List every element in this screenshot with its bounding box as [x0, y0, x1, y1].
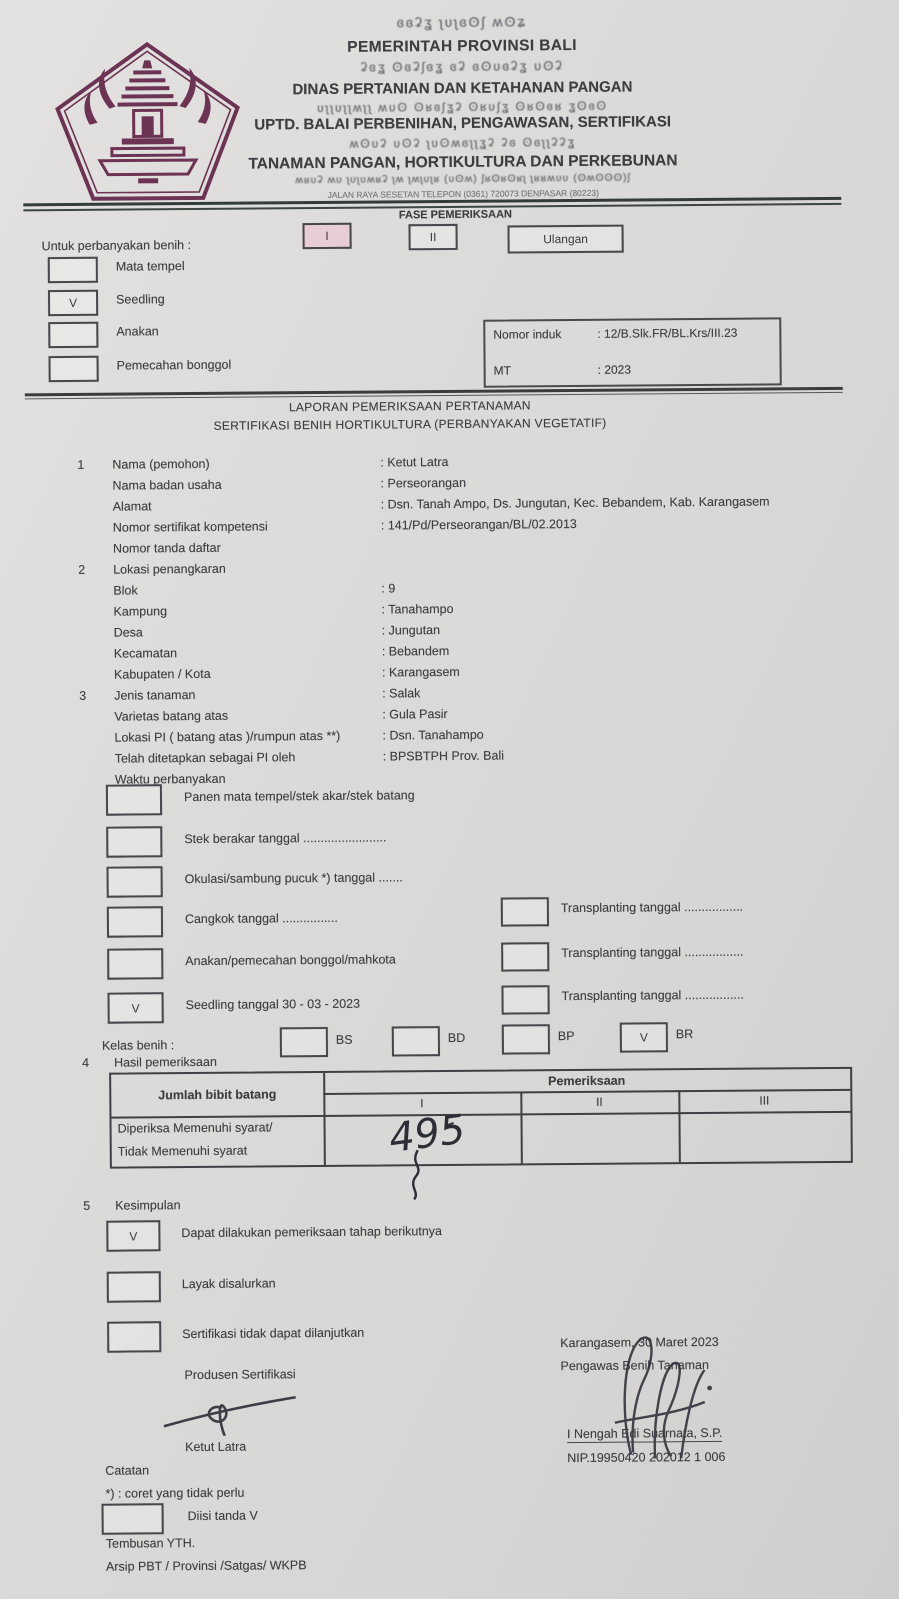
checkbox-layak-disalurkan: [107, 1271, 161, 1302]
table-group-header: Pemeriksaan: [548, 1073, 626, 1089]
benih-item-label: Anakan: [116, 324, 159, 339]
balinese-script-line: ʋʅʅʋʅʅʍʅʅ ʍʋʘ ʘʁɞʃʓʡ ʘʁʋʃʓ ʘʁʘɞʁ ʓʘɞʘ: [317, 98, 608, 116]
field-label: Blok: [113, 583, 138, 598]
checkbox-stek-berakar: [106, 826, 162, 857]
field-label: Waktu perbanyakan: [114, 771, 226, 787]
field-number: 3: [79, 688, 87, 703]
fase-2-label: II: [429, 230, 437, 245]
fase-ulangan-label: Ulangan: [543, 231, 588, 247]
checkbox-anakan: [48, 322, 98, 348]
balinese-script-line: ɞɞʡʓ ʅʋʅɞʘʃ ʍʘʑ: [396, 13, 528, 31]
field-number: 1: [77, 457, 85, 472]
field-value: : BPSBTPH Prov. Bali: [382, 748, 505, 764]
field-label: Lokasi PI ( batang atas )/rumpun atas **): [114, 728, 341, 745]
pengawas-role: Pengawas Benih Tanaman: [560, 1357, 710, 1374]
section-number: 4: [81, 1055, 90, 1070]
handwritten-count-495: [379, 1100, 490, 1201]
nomor-induk-box: [483, 317, 782, 387]
diisi-tanda-label: Diisi tanda V: [187, 1508, 258, 1524]
letterhead-agency: DINAS PERTANIAN DAN KETAHANAN PANGAN: [292, 78, 633, 99]
checkbox-cangkok: [107, 906, 163, 937]
table-row-label: Tidak Memenuhi syarat: [117, 1143, 248, 1159]
field-value: : Ketut Latra: [380, 455, 449, 470]
checkbox-pemecahan-bonggol: [49, 356, 99, 382]
checkbox-transplanting-1: [501, 897, 549, 926]
table-col-header-2: II: [595, 1094, 603, 1109]
field-number: 2: [78, 562, 86, 577]
letterhead-government: PEMERINTAH PROVINSI BALI: [347, 36, 578, 56]
field-label: Kecamatan: [113, 646, 178, 661]
benih-item-label: Pemecahan bonggol: [116, 357, 232, 373]
checkmark: V: [639, 1030, 648, 1045]
mt-value: : 2023: [597, 362, 632, 377]
benih-section-title: Untuk perbanyakan benih :: [41, 238, 192, 254]
checkbox-seedling: [48, 290, 98, 316]
field-label: Varietas batang atas: [114, 708, 229, 724]
report-title: LAPORAN PEMERIKSAAN PERTANAMAN: [288, 398, 531, 415]
checkbox-bd: [392, 1026, 440, 1056]
kelas-benih-label: Kelas benih :: [101, 1038, 175, 1053]
checkbox-okulasi: [107, 866, 163, 897]
checkbox-bs: [280, 1027, 328, 1057]
table-row-label: Diperiksa Memenuhi syarat/: [117, 1120, 273, 1136]
table-col-header-1: I: [420, 1096, 424, 1111]
transplanting-label: Transplanting tanggal .................: [560, 899, 744, 916]
hasil-title: Hasil pemeriksaan: [113, 1054, 217, 1070]
produsen-name: Ketut Latra: [185, 1439, 247, 1455]
fase-1-label: I: [325, 228, 329, 243]
letterhead: [142, 0, 782, 200]
checkbox-transplanting-2: [501, 942, 549, 971]
kesimpulan-title: Kesimpulan: [115, 1198, 181, 1213]
field-value: : Tanahampo: [381, 601, 454, 617]
field-value: : Salak: [382, 686, 421, 701]
field-label: Nomor tanda daftar: [112, 540, 221, 556]
mt-label: MT: [493, 363, 512, 378]
waktu-item-label: Okulasi/sambung pucuk *) tanggal .......: [184, 870, 403, 887]
pengawas-signature: [592, 1326, 728, 1465]
waktu-item-label: Panen mata tempel/stek akar/stek batang: [183, 788, 415, 805]
section-number: 5: [83, 1198, 91, 1213]
waktu-item-label: Stek berakar tanggal ........................: [184, 830, 387, 847]
letterhead-uptd: UPTD. BALAI PERBENIHAN, PENGAWASAN, SERTIFIKASI: [254, 113, 672, 134]
pengawas-nip: NIP.19950420 202012 1 006: [567, 1449, 726, 1466]
checkbox-anakan-pemecahan: [107, 948, 163, 979]
checkbox-fase-1: [302, 223, 351, 249]
field-value: : Dsn. Tanah Ampo, Ds. Jungutan, Kec. Bebandem, Kab. Karangasem: [380, 494, 770, 512]
table-col-header-3: III: [759, 1093, 770, 1108]
checkmark: V: [131, 1000, 140, 1016]
field-value: : Karangasem: [381, 664, 460, 680]
produsen-signature: [160, 1385, 300, 1436]
checkbox-bp: [502, 1024, 550, 1054]
kelas-option-label: BS: [335, 1032, 353, 1047]
letterhead-address: JALAN RAYA SESETAN TELEPON (0361) 720073 DENPASAR (80223): [327, 187, 599, 200]
balinese-script-line: ʍʘʋʡ ʋʘʡ ʅʋʘʍɞʅʅʓʡ ʡɞ ʘɞʅʅʡʡʓ: [349, 134, 577, 151]
balinese-script-line: ʡɞʓ ʘɞʡʃɞʓ ɞʡ ɞʘʋɞʡʓ ʋʘʡ: [360, 58, 564, 75]
field-label: Nomor sertifikat kompetensi: [112, 519, 268, 535]
handwritten-495-text: 495: [386, 1106, 468, 1162]
checkbox-legend: [102, 1503, 164, 1534]
kelas-option-label: BD: [447, 1030, 466, 1046]
field-label: Jenis tanaman: [114, 687, 196, 703]
checkbox-panen-mata-tempel: [106, 784, 162, 815]
table-rowgroup-header: Jumlah bibit batang: [158, 1087, 277, 1103]
report-subtitle: SERTIFIKASI BENIH HORTIKULTURA (PERBANYAKAN VEGETATIF): [213, 415, 607, 433]
kelas-option-label: BR: [675, 1027, 694, 1042]
nomor-induk-label: Nomor induk: [493, 327, 562, 342]
field-value: : Jungutan: [381, 623, 441, 638]
field-value: : 9: [381, 581, 396, 596]
kesimpulan-item-label: Dapat dilakukan pemeriksaan tahap berikutnya: [181, 1224, 443, 1241]
checkbox-seedling-tanggal: [108, 992, 164, 1023]
arsip-label: Arsip PBT / Provinsi /Satgas/ WKPB: [105, 1558, 307, 1574]
checkbox-fase-ulangan: [507, 225, 623, 254]
field-label: Alamat: [112, 499, 152, 514]
catatan-label: Catatan: [105, 1463, 150, 1478]
checkbox-sertifikasi-stop: [107, 1321, 161, 1352]
balinese-script-line: ʍʁʋʡ ʍʋ ʅʋʅʋʍʁʡ ʅʍ ʅʍʅʋʅʁ (ʋʘʍ) ʃʁʘʁʘʁʅ ʅʁʁʍʋʋ (ʘʍʘʘʘ)ʃ: [295, 171, 631, 187]
field-value: : Gula Pasir: [382, 707, 448, 722]
checkmark: V: [129, 1228, 138, 1244]
transplanting-label: Transplanting tanggal .................: [561, 944, 744, 961]
field-label: Telah ditetapkan sebagai PI oleh: [114, 750, 296, 766]
checkbox-kesimpulan-lanjut: [106, 1220, 160, 1251]
benih-item-label: Mata tempel: [115, 259, 185, 274]
kesimpulan-item-label: Layak disalurkan: [181, 1276, 276, 1292]
pengawas-name: I Nengah Edi Suarnata, S.P.: [566, 1425, 723, 1442]
field-value: : Dsn. Tanahampo: [382, 727, 484, 743]
place-date: Karangasem, 30 Maret 2023: [560, 1334, 719, 1351]
field-label: Nama badan usaha: [112, 477, 222, 493]
produsen-role: Produsen Sertifikasi: [184, 1367, 296, 1383]
checkbox-br: [620, 1022, 668, 1052]
kesimpulan-item-label: Sertifikasi tidak dapat dilanjutkan: [182, 1325, 365, 1342]
checkbox-fase-2: [408, 224, 457, 250]
waktu-item-label: Seedling tanggal 30 - 03 - 2023: [185, 996, 361, 1013]
transplanting-label: Transplanting tanggal .................: [561, 987, 744, 1004]
checkmark: V: [69, 295, 78, 310]
nomor-induk-value: : 12/B.Slk.FR/BL.Krs/III.23: [597, 325, 738, 341]
checkbox-mata-tempel: [48, 257, 98, 283]
footnote-star: *) : coret yang tidak perlu: [105, 1485, 245, 1501]
field-label: Nama (pemohon): [112, 456, 210, 472]
checkbox-transplanting-3: [501, 985, 549, 1014]
field-label: Kampung: [113, 604, 168, 619]
field-value: : 141/Pd/Perseorangan/BL/02.2013: [380, 516, 577, 533]
field-label: Lokasi penangkaran: [113, 561, 226, 577]
field-label: Desa: [113, 625, 143, 640]
fase-title: FASE PEMERIKSAAN: [398, 208, 512, 222]
letterhead-division: TANAMAN PANGAN, HORTIKULTURA DAN PERKEBUNAN: [248, 152, 678, 173]
field-value: : Perseorangan: [380, 475, 467, 491]
waktu-item-label: Anakan/pemecahan bonggol/mahkota: [185, 952, 396, 969]
field-label: Kabupaten / Kota: [113, 666, 211, 682]
tembusan-label: Tembusan YTH.: [105, 1536, 196, 1551]
section-divider: [25, 387, 843, 399]
waktu-item-label: Cangkok tanggal ................: [184, 910, 338, 927]
kelas-option-label: BP: [557, 1029, 575, 1044]
field-value: : Bebandem: [381, 644, 450, 659]
benih-item-label: Seedling: [116, 292, 165, 307]
